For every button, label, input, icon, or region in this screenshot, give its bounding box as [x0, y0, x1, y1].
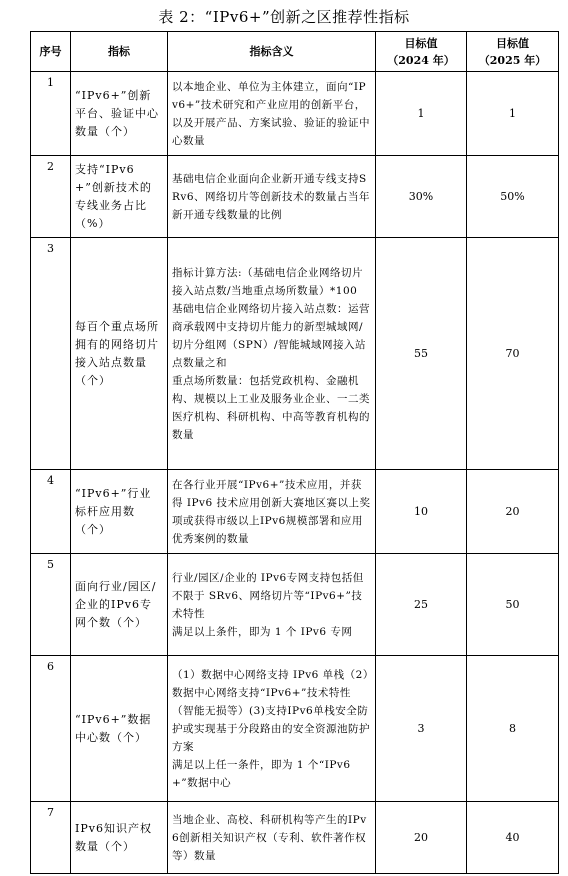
target-2024: 3 — [376, 656, 467, 802]
indicator-definition — [168, 238, 376, 470]
table-row — [31, 156, 559, 238]
header-no: 序号 — [31, 32, 71, 72]
target-2025: 8 — [467, 656, 559, 802]
row-number: 6 — [31, 656, 71, 802]
table-title: 表 2：“IPv6+”创新之区推荐性指标 — [158, 8, 410, 26]
indicator-definition — [168, 470, 376, 554]
target-2025: 70 — [467, 238, 559, 470]
target-2024: 20 — [376, 802, 467, 874]
row-number: 5 — [31, 554, 71, 656]
header-target-2025-year: （2025 年） — [478, 53, 547, 67]
header-row — [31, 32, 559, 72]
row-number: 4 — [31, 470, 71, 554]
row-number: 7 — [31, 802, 71, 874]
indicator-name: “IPv6+”数据中心数（个） — [71, 656, 168, 802]
indicator-name: 支持“IPv6+”创新技术的专线业务占比（%） — [71, 156, 168, 238]
indicator-definition — [168, 656, 376, 802]
target-2025: 50 — [467, 554, 559, 656]
target-2025: 1 — [467, 72, 559, 156]
definition-paragraph: 行业/园区/企业的 IPv6专网支持包括但不限于 SRv6、网络切片等“IPv6+”技术特性 — [172, 571, 364, 620]
row-number: 1 — [31, 72, 71, 156]
indicator-definition — [168, 72, 376, 156]
indicator-name: 每百个重点场所拥有的网络切片接入站点数量（个） — [71, 238, 168, 470]
indicator-definition — [168, 554, 376, 656]
target-2024: 25 — [376, 554, 467, 656]
definition-paragraph: 满足以上条件，即为 1 个 IPv6 专网 — [172, 625, 353, 638]
definition-paragraph: 基础电信企业面向企业新开通专线支持SRv6、网络切片等创新技术的数量占当年新开通专线数量的比例 — [172, 172, 371, 221]
definition-paragraph: 基础电信企业网络切片接入站点数：运营商承载网中支持切片能力的新型城域网/切片分组网（SPN）/智能城域网接入站点数量之和 — [172, 302, 370, 369]
indicator-name: “IPv6+”行业标杆应用数（个） — [71, 470, 168, 554]
header-target-2025-label: 目标值 — [496, 36, 529, 50]
table-row — [31, 72, 559, 156]
table-row — [31, 554, 559, 656]
target-2024: 55 — [376, 238, 467, 470]
header-target-2024 — [376, 32, 467, 72]
header-target-2024-year: （2024 年） — [387, 53, 455, 67]
target-2024: 1 — [376, 72, 467, 156]
indicator-name: 面向行业/园区/企业的IPv6专网个数（个） — [71, 554, 168, 656]
header-target-2024-label: 目标值 — [404, 36, 438, 50]
definition-paragraph: 重点场所数量：包括党政机构、金融机构、规模以上工业及服务业企业、一二类医疗机构、科研机构、中高等教育机构的数量 — [172, 374, 370, 441]
definition-paragraph: 当地企业、高校、科研机构等产生的IPv6创新相关知识产权（专利、软件著作权等）数量 — [172, 813, 367, 862]
indicator-name: “IPv6+”创新平台、验证中心数量（个） — [71, 72, 168, 156]
indicator-name: IPv6知识产权数量（个） — [71, 802, 168, 874]
row-number: 2 — [31, 156, 71, 238]
indicator-definition — [168, 156, 376, 238]
target-2025: 20 — [467, 470, 559, 554]
target-2024: 30% — [376, 156, 467, 238]
table-row — [31, 656, 559, 802]
indicator-definition — [168, 802, 376, 874]
definition-paragraph: 满足以上任一条件，即为 1 个“IPv6+”数据中心 — [172, 758, 351, 789]
table-row — [31, 470, 559, 554]
target-2024: 10 — [376, 470, 467, 554]
header-definition: 指标含义 — [168, 32, 376, 72]
header-indicator: 指标 — [71, 32, 168, 72]
header-target-2025 — [467, 32, 559, 72]
definition-paragraph: 以本地企业、单位为主体建立，面向“IPv6+”技术研究和产业应用的创新平台，以及开展产品、方案试验、验证的验证中心数量 — [172, 80, 370, 147]
row-number: 3 — [31, 238, 71, 470]
target-2025: 40 — [467, 802, 559, 874]
table-row — [31, 238, 559, 470]
definition-paragraph: 在各行业开展“IPv6+”技术应用，并获得 IPv6 技术应用创新大赛地区赛以上奖项或获得市级以上IPv6规模部署和应用优秀案例的数量 — [172, 478, 371, 545]
indicator-table — [30, 31, 559, 874]
target-2025: 50% — [467, 156, 559, 238]
definition-paragraph: （1）数据中心网络支持 IPv6 单栈（2）数据中心网络支持“IPv6+”技术特性（智能无损等）(3)支持IPv6单栈安全防护或实现基于分段路由的安全资源池防护方案 — [172, 668, 370, 753]
table-row — [31, 802, 559, 874]
definition-paragraph: 指标计算方法:（基础电信企业网络切片接入站点数/当地重点场所数量）*100 — [172, 266, 364, 297]
